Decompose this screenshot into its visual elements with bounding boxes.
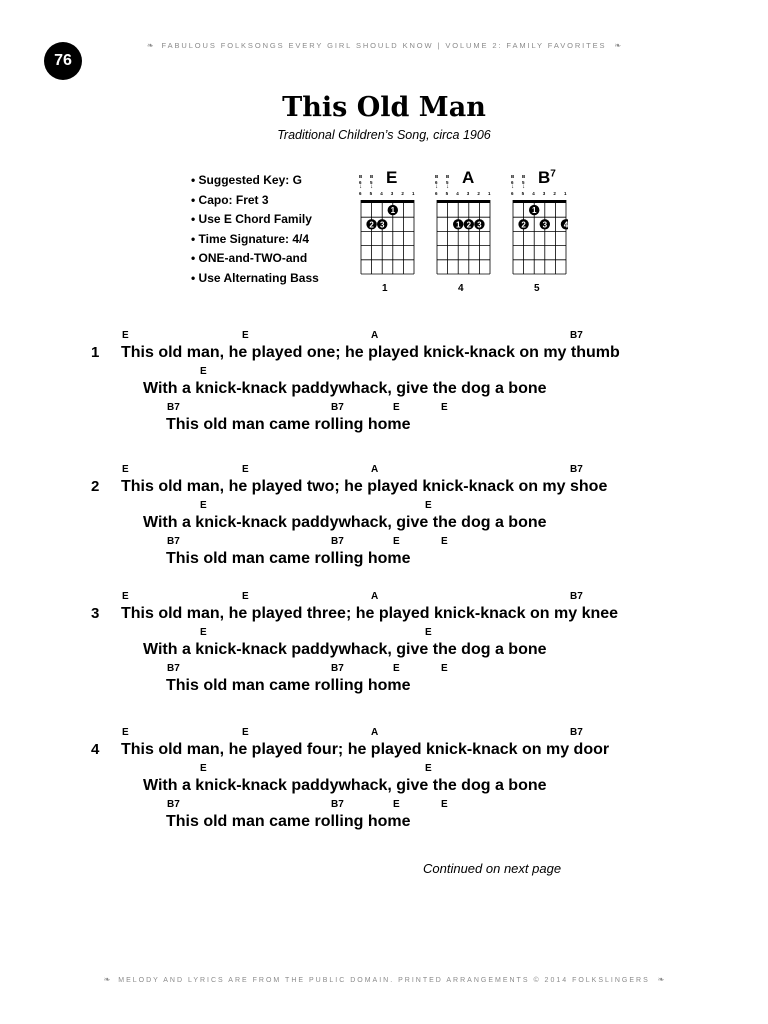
string-number: 6 bbox=[359, 191, 362, 196]
down-arrow-icon: ↓ bbox=[435, 184, 438, 190]
string-number: 4 bbox=[380, 191, 383, 196]
down-arrow-icon: ↓ bbox=[511, 184, 514, 190]
fret-label: 5 bbox=[534, 283, 540, 294]
string-number: 3 bbox=[390, 191, 394, 196]
chord-label: B7 bbox=[331, 536, 344, 547]
chord-label: E bbox=[122, 727, 129, 738]
finger-number: 3 bbox=[542, 220, 548, 230]
page-number: 76 bbox=[54, 52, 72, 69]
chord-letter: E bbox=[386, 168, 398, 187]
note-item: • Capo: Fret 3 bbox=[191, 191, 319, 211]
string-number: 2 bbox=[553, 191, 556, 196]
finger-number: 3 bbox=[477, 220, 482, 230]
leaf-ornament-icon: ❧ bbox=[614, 41, 622, 50]
bass-string-number: 6 bbox=[435, 180, 438, 185]
string-number: 4 bbox=[532, 191, 535, 196]
chord-label: E bbox=[425, 763, 432, 774]
chord-label: E bbox=[242, 330, 249, 341]
finger-number: 1 bbox=[455, 220, 461, 230]
chord-label: E bbox=[393, 536, 400, 547]
chord-label: E bbox=[122, 591, 129, 602]
leaf-ornament-icon: ❧ bbox=[146, 41, 154, 50]
note-item: • Suggested Key: G bbox=[191, 171, 319, 191]
chord-label: B7 bbox=[570, 727, 583, 738]
leaf-ornament-icon: ❧ bbox=[103, 975, 111, 984]
chord-label: E bbox=[393, 402, 400, 413]
chord-label: B7 bbox=[167, 799, 180, 810]
string-number: 1 bbox=[412, 191, 415, 196]
finger-number: 2 bbox=[521, 220, 526, 230]
verse-number: 4 bbox=[91, 741, 100, 758]
chord-label: A bbox=[371, 591, 379, 602]
down-arrow-icon: ↓ bbox=[446, 184, 449, 190]
lyric-line: This old man, he played three; he played knick-knack on my knee bbox=[121, 605, 619, 622]
fretboard-grid bbox=[360, 198, 416, 278]
fret-label: 4 bbox=[458, 283, 464, 294]
string-number: 2 bbox=[477, 191, 480, 196]
chord-label: B7 bbox=[331, 799, 344, 810]
footer bbox=[0, 975, 768, 984]
bass-marker: B bbox=[359, 174, 363, 179]
chord-name bbox=[538, 168, 556, 188]
song-title: This Old Man bbox=[282, 92, 486, 123]
string-number: 6 bbox=[435, 191, 438, 196]
running-head-text: FABULOUS FOLKSONGS EVERY GIRL SHOULD KNOW | VOLUME 2: FAMILY FAVORITES bbox=[161, 41, 607, 50]
chord-label: E bbox=[393, 799, 400, 810]
chord-label: E bbox=[441, 402, 448, 413]
chord-label: E bbox=[200, 500, 207, 511]
chord-label: A bbox=[371, 464, 379, 475]
lyric-line: This old man, he played one; he played knick-knack on my thumb bbox=[121, 344, 620, 361]
lyric-line: This old man came rolling home bbox=[166, 813, 411, 830]
string-number: 5 bbox=[521, 191, 525, 196]
chord-label: E bbox=[441, 663, 448, 674]
string-number: 5 bbox=[445, 191, 449, 196]
bass-marker: B bbox=[435, 174, 439, 179]
chord-label: E bbox=[242, 464, 249, 475]
bass-marker: B bbox=[522, 174, 526, 179]
string-number: 6 bbox=[511, 191, 514, 196]
down-arrow-icon: ↓ bbox=[522, 184, 525, 190]
lyric-line: This old man came rolling home bbox=[166, 550, 411, 567]
string-number: 5 bbox=[369, 191, 373, 196]
bass-string-number: 6 bbox=[359, 180, 362, 185]
lyric-line: With a knick-knack paddywhack, give the dog a bone bbox=[143, 380, 547, 397]
chord-label: E bbox=[200, 763, 207, 774]
chord-label: B7 bbox=[167, 536, 180, 547]
finger-number: 2 bbox=[466, 220, 472, 230]
verse-number: 3 bbox=[91, 605, 100, 622]
song-subtitle: Traditional Children’s Song, circa 1906 bbox=[277, 128, 491, 142]
chord-label: E bbox=[441, 799, 448, 810]
performance-notes bbox=[191, 171, 319, 288]
lyric-line: With a knick-knack paddywhack, give the dog a bone bbox=[143, 641, 547, 658]
chord-label: E bbox=[425, 627, 432, 638]
lyric-line: This old man came rolling home bbox=[166, 677, 411, 694]
string-number: 3 bbox=[466, 191, 470, 196]
chord-name bbox=[386, 168, 397, 188]
footer-text: MELODY AND LYRICS ARE FROM THE PUBLIC DOMAIN. PRINTED ARRANGEMENTS © 2014 FOLKSLINGERS bbox=[118, 977, 650, 984]
fretboard-grid bbox=[512, 198, 568, 278]
string-number: 3 bbox=[542, 191, 546, 196]
chord-superscript: 7 bbox=[550, 168, 556, 180]
string-number: 1 bbox=[488, 191, 491, 196]
down-arrow-icon: ↓ bbox=[359, 184, 362, 190]
verse-number: 2 bbox=[91, 478, 100, 495]
chord-label: B7 bbox=[570, 591, 583, 602]
bass-string-number: 6 bbox=[511, 180, 514, 185]
finger-number: 3 bbox=[379, 220, 385, 230]
chord-label: E bbox=[393, 663, 400, 674]
chord-label: B7 bbox=[570, 330, 583, 341]
fret-label: 1 bbox=[382, 283, 388, 294]
down-arrow-icon: ↓ bbox=[370, 184, 373, 190]
bass-marker: B bbox=[511, 174, 515, 179]
bass-string-number: 5 bbox=[522, 180, 525, 185]
chord-label: B7 bbox=[331, 663, 344, 674]
lyric-line: With a knick-knack paddywhack, give the dog a bone bbox=[143, 777, 547, 794]
string-number: 4 bbox=[456, 191, 459, 196]
finger-number: 1 bbox=[390, 206, 396, 216]
note-item: • Use E Chord Family bbox=[191, 210, 319, 230]
chord-label: E bbox=[425, 500, 432, 511]
nut-bar bbox=[437, 200, 490, 203]
continued-note: Continued on next page bbox=[423, 861, 562, 876]
chord-label: E bbox=[122, 330, 129, 341]
bass-string-number: 5 bbox=[370, 180, 373, 185]
lyric-line: This old man, he played four; he played knick-knack on my door bbox=[121, 741, 610, 758]
chord-label: E bbox=[200, 627, 207, 638]
lyric-line: This old man, he played two; he played knick-knack on my shoe bbox=[121, 478, 608, 495]
note-item: • Time Signature: 4/4 bbox=[191, 230, 319, 250]
note-item: • ONE-and-TWO-and bbox=[191, 249, 319, 269]
string-number: 2 bbox=[401, 191, 404, 196]
finger-number: 4 bbox=[563, 220, 568, 230]
chord-label: B7 bbox=[167, 663, 180, 674]
bass-marker: B bbox=[446, 174, 450, 179]
chord-label: E bbox=[122, 464, 129, 475]
chord-label: A bbox=[371, 330, 379, 341]
chord-letter: B bbox=[538, 168, 551, 187]
chord-label: E bbox=[200, 366, 207, 377]
chord-label: A bbox=[371, 727, 379, 738]
lyric-line: With a knick-knack paddywhack, give the dog a bone bbox=[143, 514, 547, 531]
note-item: • Use Alternating Bass bbox=[191, 269, 319, 289]
bass-marker: B bbox=[370, 174, 374, 179]
chord-label: E bbox=[441, 536, 448, 547]
nut-bar bbox=[513, 200, 566, 203]
chord-label: B7 bbox=[167, 402, 180, 413]
string-number: 1 bbox=[564, 191, 567, 196]
lyric-line: This old man came rolling home bbox=[166, 416, 411, 433]
bass-string-number: 5 bbox=[446, 180, 449, 185]
finger-number: 1 bbox=[531, 206, 537, 216]
nut-bar bbox=[361, 200, 414, 203]
running-head bbox=[0, 41, 768, 50]
chord-letter: A bbox=[462, 168, 475, 187]
finger-number: 2 bbox=[369, 220, 374, 230]
chord-name bbox=[462, 168, 474, 188]
chord-label: E bbox=[242, 591, 249, 602]
fretboard-grid bbox=[436, 198, 492, 278]
chord-label: B7 bbox=[331, 402, 344, 413]
chord-label: E bbox=[242, 727, 249, 738]
leaf-ornament-icon: ❧ bbox=[657, 975, 665, 984]
verse-number: 1 bbox=[91, 344, 100, 361]
chord-label: B7 bbox=[570, 464, 583, 475]
